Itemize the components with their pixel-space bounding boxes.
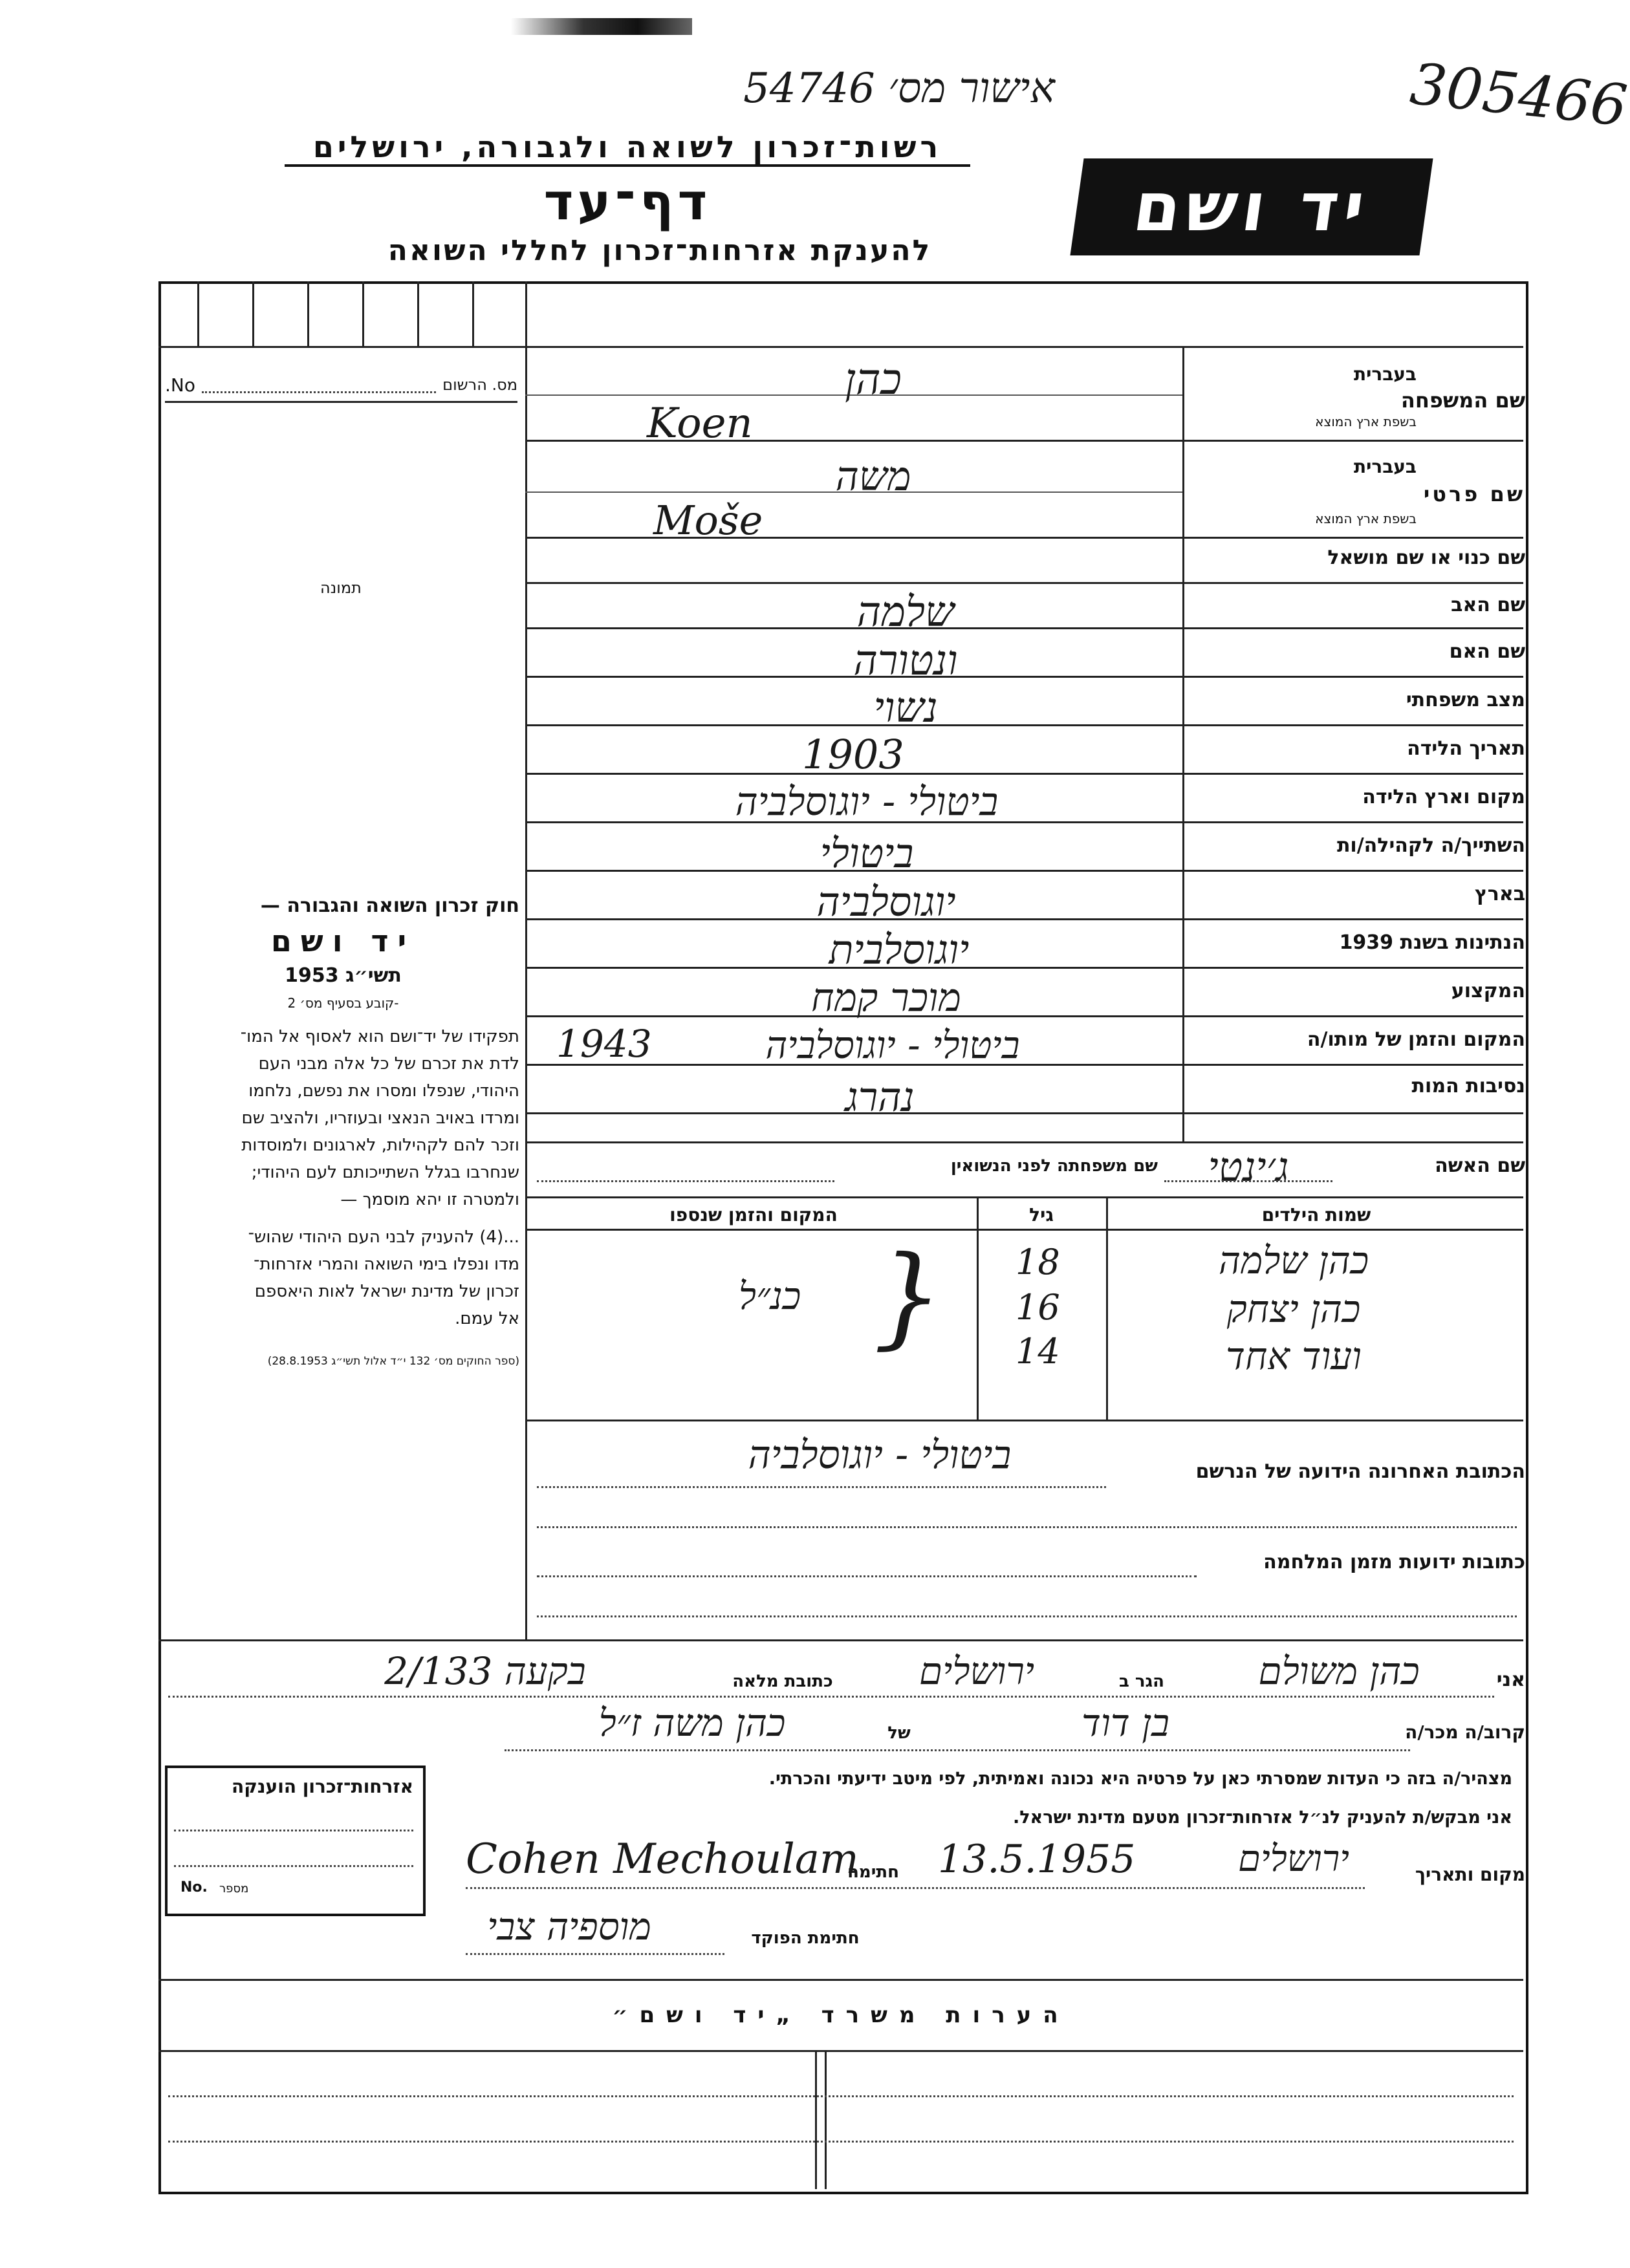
registration-dots xyxy=(202,377,436,393)
father-value: שלמה xyxy=(856,589,955,636)
death-circumstances-value: נהרג xyxy=(845,1074,915,1121)
relation-of-value: כהן משה ז״ל xyxy=(598,1701,786,1745)
birth-date-value: 1903 xyxy=(802,731,904,778)
citizenship-value: יוגוסלבית xyxy=(829,926,970,973)
law-clause-ref: -קובע בסעיף מס׳ 2 xyxy=(287,995,399,1011)
officer-signature-label: חתימת הפוקד xyxy=(751,1928,860,1948)
signature-label: חתימה xyxy=(847,1863,899,1882)
law-text-3: היהודי, שנפלו ומסרו את נפשם, נלחמו xyxy=(248,1081,519,1101)
citizenship-box-title: אזרחות־זכרון הוענקה xyxy=(232,1776,413,1797)
children-place-note: כנ״ל xyxy=(738,1274,801,1318)
place-date-label: מקום ותאריך xyxy=(1415,1864,1525,1885)
scan-smudge xyxy=(511,18,692,35)
child-age: 14 xyxy=(1016,1331,1060,1372)
family-name-hebrew-value: כהן xyxy=(845,354,902,404)
first-name-local-label: בשפת ארץ המוצא xyxy=(1315,511,1417,526)
mother-value: ונטורה xyxy=(853,637,958,685)
full-address-label: כתובת מלאה xyxy=(732,1672,833,1691)
family-name-label: שם המשפחה xyxy=(1400,388,1525,413)
law-text xyxy=(167,892,519,1375)
citizenship-label: הנתינות בשנת 1939 xyxy=(1339,931,1525,954)
marital-status-value: נשוי xyxy=(873,684,938,732)
children-bracket: } xyxy=(873,1233,944,1361)
relation-of-label: של xyxy=(887,1723,911,1743)
citizenship-box-number: מספר xyxy=(219,1882,249,1895)
country-label: בארץ xyxy=(1474,883,1525,905)
law-text-5: וזכר להם לקהילות, לארגונים ולמוסדות xyxy=(241,1136,519,1155)
law-title: חוק זכרון השואה והגבורה — xyxy=(260,894,519,917)
law-text-1: תפקידו של יד־ושם הוא לאסוף אל המו־ xyxy=(240,1027,519,1046)
children-col-age: גיל xyxy=(1029,1204,1054,1226)
death-place-value: ביטולי - יוגוסלביה xyxy=(765,1023,1020,1067)
alias-label: שם כנוי או שם מושאל xyxy=(1327,546,1525,569)
family-name-hebrew-label: בעברית xyxy=(1353,363,1417,385)
mother-label: שם האם xyxy=(1449,640,1525,663)
registration-field xyxy=(165,369,517,403)
profession-value: מוכר קמח xyxy=(811,975,961,1021)
lives-in-label: הגר ב xyxy=(1118,1672,1165,1691)
community-label: השתייך/ה לקהילה/ות xyxy=(1336,834,1525,857)
profession-label: המקצוע xyxy=(1451,980,1525,1002)
yad-vashem-logo xyxy=(1070,158,1433,255)
first-name-label: שם פרטי xyxy=(1423,482,1525,506)
authority-line: רשות־זכרון לשואה ולגבורה, ירושלים xyxy=(285,129,970,167)
logo-text: יד ושם xyxy=(1128,167,1375,246)
wife-value: ג׳ינטי xyxy=(1208,1143,1289,1191)
children-col-place: המקום והזמן שנספו xyxy=(669,1204,838,1226)
death-circumstances-label: נסיבות המות xyxy=(1411,1075,1525,1097)
first-name-hebrew-value: משה xyxy=(835,453,911,500)
declaration-statement-2: אני מבקש/ת להעניק לנ״ל אזרחות־זכרון מטעם מדינת ישראל. xyxy=(1012,1808,1512,1828)
law-text-7: ולמטרה זו יהא מוסמך — xyxy=(340,1190,519,1209)
full-address-value: בקעה 2/133 xyxy=(384,1649,586,1693)
serial-number: 305466 xyxy=(1407,50,1630,140)
law-citation: (ספר החוקים מס׳ 132 י״ד אלול תשי״ג 28.8.1953) xyxy=(267,1355,519,1368)
citizenship-granted-box xyxy=(165,1766,426,1916)
first-name-hebrew-label: בעברית xyxy=(1353,456,1417,477)
family-name-local-label: בשפת ארץ המוצא xyxy=(1315,414,1417,429)
office-remarks-title: הערות משרד „יד ושם״ xyxy=(612,2002,1070,2028)
law-text-2: לדת את זכרם של כל אלה מבני העם xyxy=(258,1054,519,1074)
death-place-label: המקום והזמן של מותו/ה xyxy=(1307,1028,1525,1051)
wife-maiden-label: שם משפחתה לפני הנשואין xyxy=(950,1156,1158,1176)
community-value: ביטולי xyxy=(820,830,914,877)
wartime-addresses-label: כתובות ידועות מזמן המלחמה xyxy=(1263,1551,1525,1573)
last-address-value: ביטולי - יוגוסלביה xyxy=(748,1432,1012,1478)
first-name-local-value: Moše xyxy=(653,497,763,544)
date-value: 13.5.1955 xyxy=(938,1837,1136,1882)
last-address-label: הכתובת האחרונה הידועה של הנרשם xyxy=(1195,1460,1525,1483)
law-text-6: שנחרבו בגלל השתייכותם לעם היהודי; xyxy=(251,1163,519,1182)
law-text-8: ...(4) להעניק לבני העם היהודי שהוש־ xyxy=(248,1227,519,1247)
child-age: 16 xyxy=(1016,1287,1060,1328)
law-text-4: ומרדו באויב הנאצי ובעוזריו, ולהציב שם xyxy=(241,1108,519,1128)
declaration-statement-1: מצהיר/ה בזה כי העדות שמסרתי כאן על פרטיה היא נכונה ואמיתית, לפי מיטב ידיעתי והכרתי. xyxy=(768,1769,1512,1789)
photo-label: תמונה xyxy=(320,579,362,597)
declaration-i-label: אני xyxy=(1496,1669,1525,1691)
law-name: יד ושם xyxy=(270,923,416,958)
children-col-names: שמות הילדים xyxy=(1261,1204,1371,1226)
citizenship-box-no: No. xyxy=(180,1879,208,1895)
child-name: כהן יצחק xyxy=(1226,1287,1361,1331)
relation-value: בן דוד xyxy=(1081,1701,1169,1745)
lives-in-value: ירושלים xyxy=(918,1649,1035,1693)
marital-status-label: מצב משפחתי xyxy=(1406,689,1525,711)
place-value: ירושלים xyxy=(1238,1838,1349,1880)
officer-signature-value: מוספיה צבי xyxy=(487,1905,651,1949)
registration-label: מס. הרשום xyxy=(442,376,517,394)
birth-place-label: מקום וארץ הלידה xyxy=(1362,786,1525,808)
declarant-name: כהן משולם xyxy=(1258,1649,1420,1693)
death-year-value: 1943 xyxy=(556,1022,652,1066)
child-name: כהן שלמה xyxy=(1218,1238,1369,1282)
signature-value: Cohen Mechoulam xyxy=(466,1835,859,1883)
birth-place-value: ביטולי - יוגוסלביה xyxy=(735,779,999,825)
birth-date-label: תאריך הלידה xyxy=(1407,737,1525,760)
wife-label: שם האשה xyxy=(1435,1154,1525,1177)
family-name-local-value: Koen xyxy=(647,400,753,448)
father-label: שם האב xyxy=(1451,594,1525,616)
country-value: יוגוסלביה xyxy=(816,878,956,925)
law-text-10: זכרון של מדינת ישראל לאות היאספם xyxy=(254,1282,519,1301)
law-text-9: מדו ונפלו בימי השואה והמרי אזרחות־ xyxy=(254,1255,519,1274)
form-subtitle: להענקת אזרחות־זכרון לחללי השואה xyxy=(387,234,932,267)
law-text-11: אל עמם. xyxy=(455,1309,519,1328)
child-name: ועוד אחד xyxy=(1226,1334,1362,1378)
law-year: תשי״ג 1953 xyxy=(285,964,402,987)
relation-label: קרוב/ה מכר/ה xyxy=(1405,1722,1525,1743)
form-title: דף־עד xyxy=(543,173,712,232)
registration-no: No. xyxy=(165,374,195,396)
child-age: 18 xyxy=(1016,1242,1060,1282)
approval-number: אישור מס׳ 54746 xyxy=(743,65,1055,113)
